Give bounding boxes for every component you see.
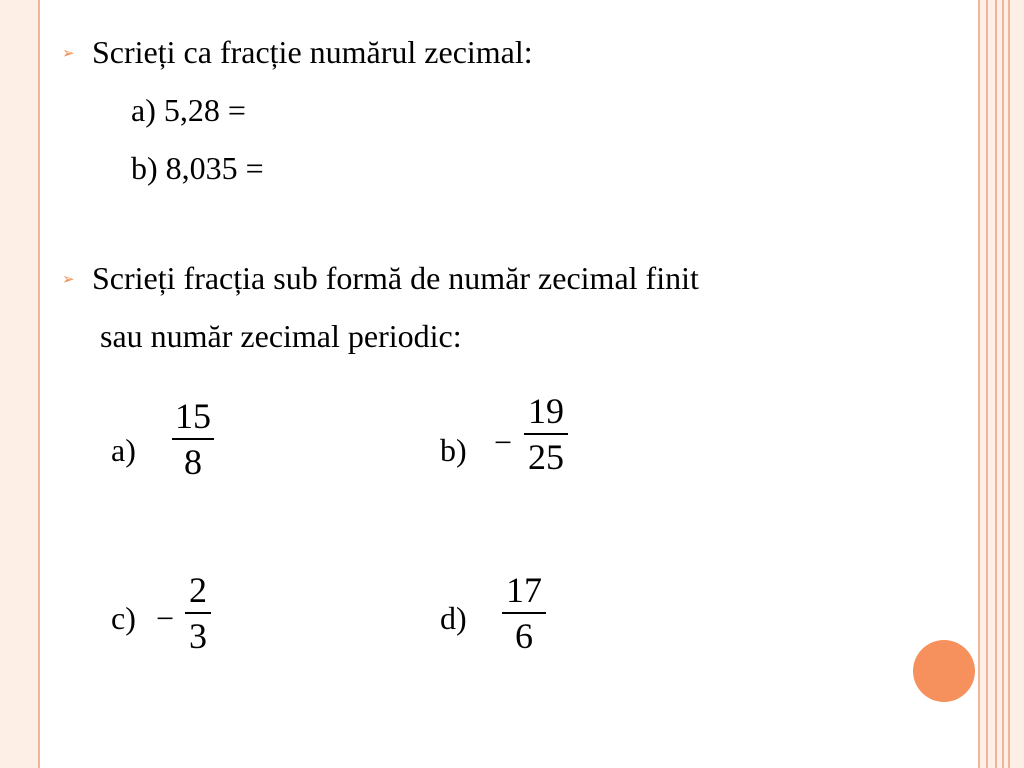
instruction-2: Scrieți fracția sub formă de număr zecimal finit: [92, 260, 699, 296]
fraction-label-d: d): [440, 600, 467, 636]
minus-sign: −: [494, 424, 513, 460]
fraction-label-a: a): [111, 432, 136, 468]
decorative-circle: [913, 640, 975, 702]
right-stripe: [1010, 0, 1024, 768]
numerator: 15: [175, 396, 211, 436]
fraction-bar: [524, 433, 568, 435]
denominator: 8: [184, 442, 202, 482]
bullet-arrow-icon: ➢: [62, 46, 75, 62]
item-b: b) 8,035 =: [131, 150, 264, 186]
fraction-a: [172, 396, 214, 482]
fraction-bar: [502, 612, 546, 614]
left-decorative-line: [38, 0, 40, 768]
numerator: 2: [189, 570, 207, 610]
item-a: a) 5,28 =: [131, 92, 246, 128]
instruction-1: Scrieți ca fracție numărul zecimal:: [92, 34, 533, 70]
fraction-bar: [185, 612, 211, 614]
fraction-c: [185, 570, 211, 656]
numerator: 19: [528, 391, 564, 431]
minus-sign: −: [156, 600, 175, 636]
denominator: 3: [189, 616, 207, 656]
fraction-bar: [172, 438, 214, 440]
fraction-label-b: b): [440, 432, 467, 468]
fraction-b: [524, 391, 568, 477]
bullet-arrow-icon: ➢: [62, 272, 75, 288]
instruction-2-continued: sau număr zecimal periodic:: [100, 318, 462, 354]
right-stripe: [988, 0, 995, 768]
left-decorative-band: [0, 0, 38, 768]
denominator: 25: [528, 437, 564, 477]
fraction-label-c: c): [111, 600, 136, 636]
fraction-d: [502, 570, 546, 656]
denominator: 6: [515, 616, 533, 656]
numerator: 17: [506, 570, 542, 610]
